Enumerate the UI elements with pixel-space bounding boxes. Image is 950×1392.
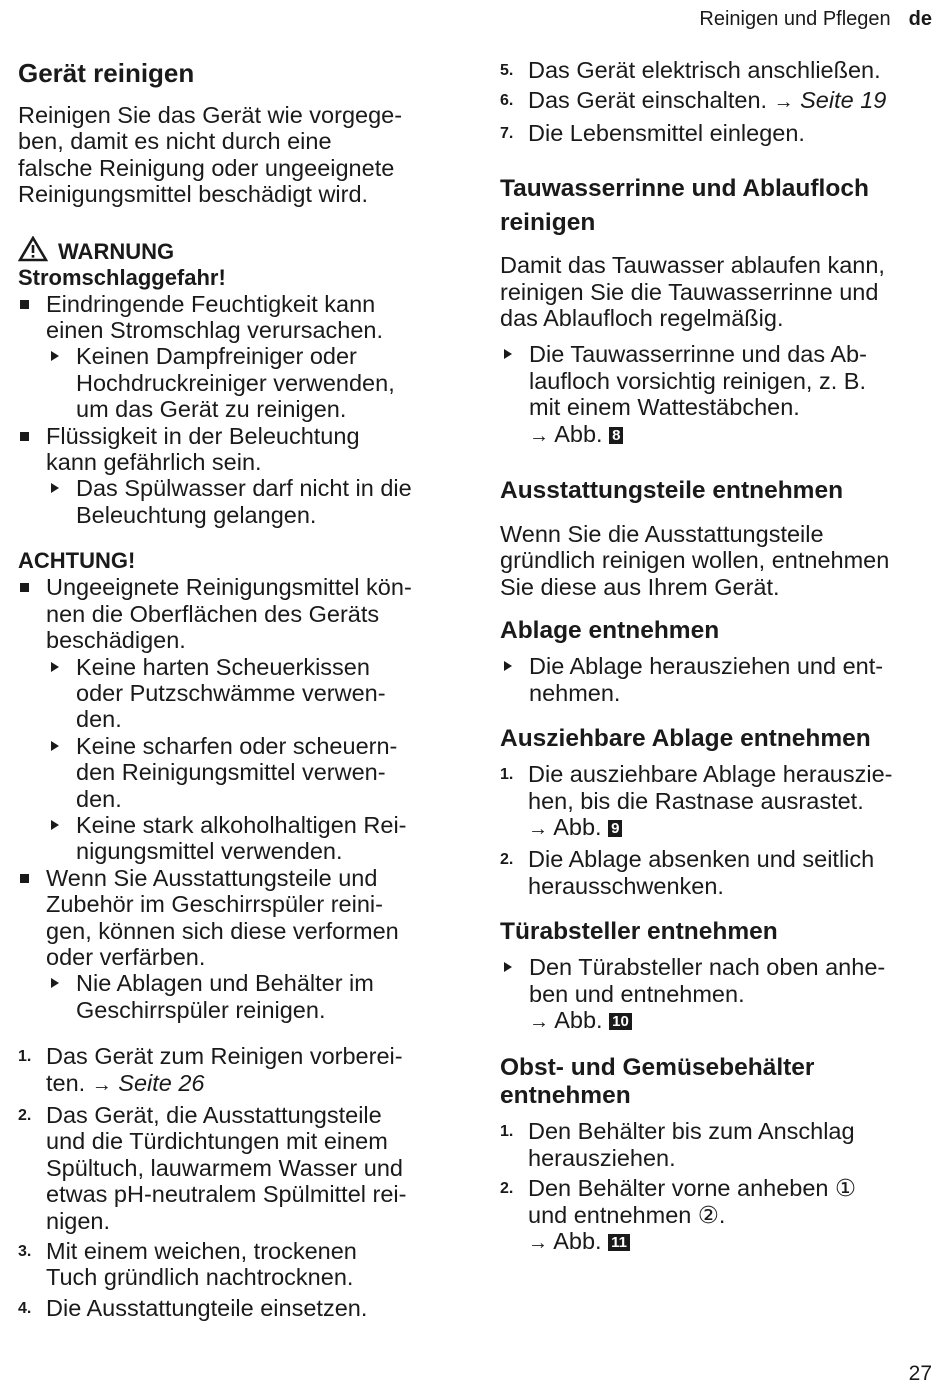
triangle-bullet-icon (47, 733, 76, 812)
text-line: ten. → Seite 26 (46, 1069, 205, 1096)
text-line: den. (76, 706, 122, 733)
text-line: Die ausziehbare Ablage herauszie- (528, 761, 893, 788)
text-line: und entnehmen ②. (528, 1201, 726, 1228)
text-line: Wenn Sie die Ausstattungsteile (500, 521, 824, 548)
figure-reference: → Abb. 10 (529, 1007, 885, 1035)
step-2 (500, 1175, 932, 1256)
warning-heading (18, 236, 448, 265)
arrow-right-icon: → (91, 1073, 112, 1096)
text-line: Den Behälter bis zum Anschlag (528, 1118, 855, 1145)
text-line: Keine stark alkoholhaltigen Rei- (76, 811, 407, 838)
text-line: nehmen. (529, 679, 621, 706)
step-number: 2. (500, 1180, 514, 1198)
step-number: 5. (500, 62, 514, 79)
figure-reference: → Abb. 8 (529, 421, 867, 449)
text-line: nigungsmittel verwenden. (76, 838, 343, 865)
cleaning-steps (18, 1043, 448, 1321)
figure-number-badge: 11 (608, 1234, 630, 1251)
step-number: 2. (18, 1107, 32, 1124)
text-line: Sie diese aus Ihrem Gerät. (500, 573, 780, 600)
step-number: 1. (500, 766, 514, 784)
text-line: Keinen Dampfreiniger oder (76, 343, 357, 370)
arrow-right-icon: → (529, 424, 549, 447)
text-line: Hochdruckreiniger verwenden, (76, 369, 395, 396)
text-line: Das Gerät zum Reinigen vorberei- (46, 1043, 403, 1070)
text-line: Wenn Sie Ausstattungsteile und (46, 864, 378, 891)
caution-heading: ACHTUNG! (18, 548, 136, 574)
left-column (18, 56, 448, 1321)
text-line: mit einem Wattestäbchen. (529, 394, 800, 421)
figure-number-badge: 8 (609, 427, 623, 444)
figure-number-badge: 9 (608, 820, 622, 837)
header-section: Reinigen und Pflegen (699, 8, 891, 30)
triangle-bullet-icon (500, 341, 529, 449)
step-number: 4. (18, 1299, 32, 1317)
caution-bullet (18, 574, 448, 653)
text-line: Reinigungsmittel beschädigt wird. (18, 181, 369, 208)
page-reference: Seite 19 (800, 87, 887, 114)
section-heading: entnehmen (500, 1082, 631, 1110)
text-line: beschädigen. (46, 627, 186, 654)
arrow-right-icon: → (528, 1231, 548, 1254)
arrow-right-icon: → (773, 91, 794, 114)
figure-reference: → Abb. 9 (528, 814, 892, 842)
tau-section (500, 172, 932, 449)
warning-block (18, 236, 448, 529)
text-line: Das Spülwasser darf nicht in die (76, 475, 412, 502)
step-2 (18, 1102, 448, 1234)
warning-subtitle: Stromschlaggefahr! (18, 264, 226, 290)
text-line: Spültuch, lauwarmem Wasser und (46, 1154, 403, 1181)
text-line: Geschirrspüler reinigen. (76, 996, 326, 1023)
section-heading: reinigen (500, 209, 596, 237)
square-bullet-icon (18, 423, 46, 476)
text-line: oder Putzschwämme verwen- (76, 679, 386, 706)
arrow-right-icon: → (529, 1010, 549, 1033)
intro-paragraph (18, 102, 448, 208)
text-line: herausziehen. (528, 1144, 676, 1171)
text-line: ben und entnehmen. (529, 980, 745, 1007)
caution-block (18, 548, 448, 1023)
text-line: Den Behälter vorne anheben ① (528, 1175, 857, 1202)
text-line: den Reinigungsmittel verwen- (76, 759, 386, 786)
square-bullet-icon (18, 291, 46, 344)
text-line: herausschwenken. (528, 872, 724, 899)
text-line: Die Ablage absenken und seitlich (528, 846, 875, 873)
text-line: und die Türdichtungen mit einem (46, 1128, 388, 1155)
header-lang: de (908, 8, 932, 30)
triangle-bullet-icon (47, 812, 76, 865)
section-title: Gerät reinigen (18, 58, 195, 88)
step-number: 3. (18, 1243, 32, 1261)
page-reference: Seite 26 (118, 1069, 205, 1096)
step-3 (18, 1238, 448, 1291)
step-6 (500, 87, 932, 115)
section-heading: Ausstattungsteile entnehmen (500, 477, 844, 505)
caution-subbullet (47, 812, 448, 865)
text-line: Das Gerät, die Ausstattungsteile (46, 1102, 382, 1128)
section-heading: Türabsteller entnehmen (500, 918, 778, 946)
obst-section (500, 1054, 932, 1256)
tau-bullet (500, 341, 932, 449)
step-number: 1. (500, 1123, 514, 1141)
warning-bullet (18, 291, 448, 344)
text-line: nigen. (46, 1207, 111, 1234)
text-line: Nie Ablagen und Behälter im (76, 970, 374, 997)
text-line: nen die Oberflächen des Geräts (46, 600, 380, 627)
section-heading: Ablage entnehmen (500, 617, 720, 645)
text-line: einen Stromschlag verursachen. (46, 317, 384, 344)
text-line: gründlich reinigen wollen, entnehmen (500, 547, 890, 574)
caution-subbullet (47, 654, 448, 733)
text-line: Tuch gründlich nachtrocknen. (46, 1264, 354, 1291)
right-column (500, 57, 932, 1256)
text-line: den. (76, 785, 122, 812)
warning-bullet (18, 423, 448, 476)
warning-subbullet (47, 475, 448, 528)
text-line: Mit einem weichen, trockenen (46, 1238, 357, 1265)
step-1 (18, 1043, 448, 1098)
step-number: 6. (500, 92, 514, 110)
ausziehbare-section (500, 725, 932, 899)
text-line: kann gefährlich sein. (46, 449, 262, 476)
step-4 (18, 1295, 448, 1321)
caution-subbullet (47, 970, 448, 1023)
tuer-bullet (500, 954, 932, 1035)
warning-triangle-icon (18, 236, 48, 262)
text-line: Eindringende Feuchtigkeit kann (46, 290, 376, 317)
text-line: falsche Reinigung oder ungeeignete (18, 154, 395, 181)
step-number: 2. (500, 851, 514, 869)
caution-subbullet (47, 733, 448, 812)
text-line: gen, können sich diese verformen (46, 917, 399, 944)
text-line: Reinigen Sie das Gerät wie vorgege- (18, 102, 403, 128)
text-line: um das Gerät zu reinigen. (76, 396, 347, 423)
ablage-section (500, 617, 932, 706)
step-5 (500, 57, 932, 83)
triangle-bullet-icon (47, 343, 76, 422)
text-line: Das Gerät elektrisch anschließen. (528, 57, 881, 83)
section-heading: Tauwasserrinne und Ablaufloch (500, 175, 869, 203)
page-number: 27 (908, 1362, 932, 1385)
running-header (699, 8, 932, 31)
text-line: laufloch vorsichtig reinigen, z. B. (529, 367, 866, 394)
text-line: Die Ablage herausziehen und ent- (529, 653, 884, 680)
step-7 (500, 120, 932, 146)
step-2 (500, 846, 932, 899)
section-heading: Obst- und Gemüsebehälter (500, 1054, 815, 1082)
step-1 (500, 761, 932, 842)
ablage-bullet (500, 653, 932, 706)
square-bullet-icon (18, 574, 46, 653)
triangle-bullet-icon (500, 954, 529, 1035)
text-line: Zubehör im Geschirrspüler reini- (46, 891, 383, 918)
text-line: Das Gerät einschalten. → Seite 19 (528, 87, 887, 114)
warning-label: WARNUNG (58, 238, 175, 264)
text-line: oder verfärben. (46, 943, 206, 970)
text-line: Keine harten Scheuerkissen (76, 653, 370, 680)
text-line: Die Lebensmittel einlegen. (528, 119, 805, 146)
text-line: Die Ausstattungteile einsetzen. (46, 1294, 368, 1321)
tuerabsteller-section (500, 918, 932, 1035)
square-bullet-icon (18, 865, 46, 971)
triangle-bullet-icon (500, 653, 529, 706)
section-heading: Ausziehbare Ablage entnehmen (500, 725, 871, 753)
caution-bullet (18, 865, 448, 971)
step-number: 1. (18, 1048, 32, 1066)
arrow-right-icon: → (528, 817, 548, 840)
text-line: hen, bis die Rastnase ausrastet. (528, 787, 864, 814)
text-line: Damit das Tauwasser ablaufen kann, (500, 252, 885, 279)
text-line: Beleuchtung gelangen. (76, 501, 317, 528)
text-line: Den Türabsteller nach oben anhe- (529, 954, 886, 981)
triangle-bullet-icon (47, 475, 76, 528)
warning-subbullet (47, 343, 448, 422)
triangle-bullet-icon (47, 654, 76, 733)
text-line: Keine scharfen oder scheuern- (76, 732, 398, 759)
text-line: reinigen Sie die Tauwasserrinne und (500, 278, 879, 305)
figure-reference: → Abb. 11 (528, 1228, 856, 1256)
figure-number-badge: 10 (609, 1013, 632, 1030)
text-line: Flüssigkeit in der Beleuchtung (46, 422, 360, 449)
text-line: Die Tauwasserrinne und das Ab- (529, 341, 867, 368)
step-1 (500, 1118, 932, 1171)
step-number: 7. (500, 124, 514, 142)
triangle-bullet-icon (47, 970, 76, 1023)
text-line: Ungeeignete Reinigungsmittel kön- (46, 574, 412, 601)
ausstattung-section (500, 477, 932, 600)
text-line: etwas pH-neutralem Spülmittel rei- (46, 1181, 407, 1208)
text-line: das Ablaufloch regelmäßig. (500, 305, 784, 332)
text-line: ben, damit es nicht durch eine (18, 128, 332, 155)
